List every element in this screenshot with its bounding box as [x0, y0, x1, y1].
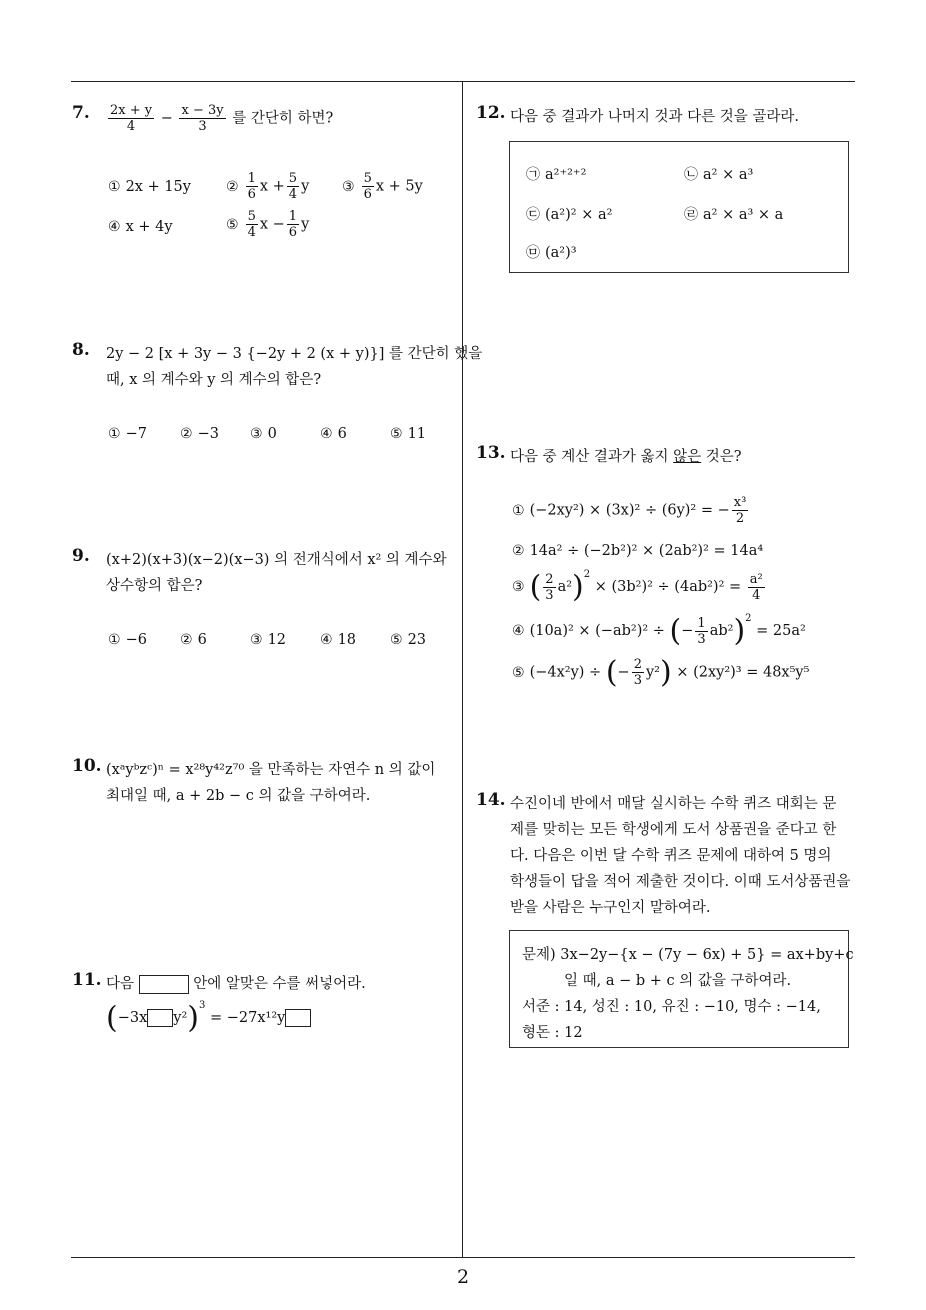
question-line: 2y − 2 [x + 3y − 3 {−2y + 2 (x + y)}] 를 간단히 했을	[106, 346, 483, 362]
question-14	[476, 790, 861, 1055]
question-text: 를 간단히 하면?	[232, 110, 334, 127]
question-text: 다음 중 계산 결과가 옳지 않은 것은?	[510, 449, 742, 465]
question-number: 7.	[72, 103, 90, 123]
answers-line: 서준 : 14, 성진 : 10, 유진 : −10, 명수 : −14,	[522, 999, 821, 1015]
item-2[interactable]: ㉡ a² × a³	[684, 167, 754, 183]
problem-line: 일 때, a − b + c 의 값을 구하여라.	[564, 973, 792, 989]
choice-1[interactable]: ① 2x + 15y	[108, 179, 191, 195]
question-line: 수진이네 반에서 매달 실시하는 수학 퀴즈 대회는 문	[510, 796, 837, 812]
question-number: 9.	[72, 546, 90, 566]
answer-blank[interactable]	[285, 1009, 311, 1027]
choice-3[interactable]: ③ 12	[250, 632, 287, 648]
choice-4[interactable]: ④ (10a)² × (−ab²)² ÷ (− $\frac{1}{3}$ ab²)$^2$ = 25a²	[512, 613, 806, 649]
question-13	[476, 443, 856, 723]
question-number: 8.	[72, 340, 90, 360]
fraction-b: $\frac{x - 3y}{3}$	[181, 103, 224, 134]
choice-5[interactable]: ⑤ 11	[390, 426, 427, 442]
question-line: (x+2)(x+3)(x−2)(x−3) 의 전개식에서 x² 의 계수와	[106, 552, 447, 568]
choice-2[interactable]: ② −3	[180, 426, 219, 442]
question-text: 다음 중 결과가 나머지 것과 다른 것을 골라라.	[510, 109, 799, 125]
answer-blank[interactable]	[147, 1009, 173, 1027]
choice-5[interactable]: ⑤ (−4x²y) ÷ (− $\frac{2}{3}$ y²) × (2xy²)³ = 48x⁵y⁵	[512, 655, 810, 690]
choice-5[interactable]: ⑤ 23	[390, 632, 427, 648]
choice-2[interactable]: ② $\frac{1}{6}$ x + $\frac{5}{4}$ y	[226, 171, 310, 202]
answers-line: 형돈 : 12	[522, 1025, 583, 1041]
choice-4[interactable]: ④ 18	[320, 632, 357, 648]
question-number: 13.	[476, 443, 506, 463]
question-number: 10.	[72, 756, 102, 776]
choice-3[interactable]: ③ 0	[250, 426, 277, 442]
fraction-a: $\frac{2x + y}{4}$	[110, 103, 153, 134]
question-12	[476, 103, 856, 283]
question-7	[72, 103, 452, 253]
problem-line: 문제) 3x−2y−{x − (7y − 6x) + 5} = ax+by+c	[522, 947, 854, 963]
question-line: 상수항의 합은?	[106, 578, 203, 594]
choice-1[interactable]: ① −7	[108, 426, 147, 442]
answer-blank[interactable]	[139, 975, 189, 994]
question-line: (xᵃyᵇzᶜ)ⁿ = x²⁸y⁴²z⁷⁰ 을 만족하는 자연수 n 의 값이	[106, 762, 436, 778]
question-7-expression: $\frac{2x + y}{4}$ − $\frac{x - 3y}{3}$ 를 간단히 하면?	[110, 103, 334, 134]
choice-2[interactable]: ② 6	[180, 632, 207, 648]
question-line: 최대일 때, a + 2b − c 의 값을 구하여라.	[106, 788, 371, 804]
problem-box	[509, 930, 854, 1048]
choices-box	[509, 141, 849, 273]
top-rule	[71, 81, 855, 82]
choice-4[interactable]: ④ 6	[320, 426, 347, 442]
item-4[interactable]: ㉣ a² × a³ × a	[684, 207, 784, 223]
choice-4[interactable]: ④ x + 4y	[108, 219, 173, 235]
question-line: 다. 다음은 이번 달 수학 퀴즈 문제에 대하여 5 명의	[510, 848, 832, 864]
bottom-rule	[71, 1257, 855, 1258]
question-line: 제를 맞히는 모든 학생에게 도서 상품권을 준다고 한	[510, 822, 837, 838]
question-8	[72, 340, 483, 450]
question-11	[72, 970, 457, 1050]
page-number: 2	[456, 1266, 470, 1288]
question-line: 받을 사람은 누구인지 말하여라.	[510, 900, 711, 916]
question-number: 12.	[476, 103, 506, 123]
choice-1[interactable]: ① −6	[108, 632, 147, 648]
choice-5[interactable]: ⑤ $\frac{5}{4}$ x − $\frac{1}{6}$ y	[226, 209, 310, 240]
question-line: 학생들이 답을 적어 제출한 것이다. 이때 도서상품권을	[510, 874, 851, 890]
item-5[interactable]: ㉤ (a²)³	[526, 245, 577, 261]
item-3[interactable]: ㉢ (a²)² × a²	[526, 207, 613, 223]
choice-1[interactable]: ① (−2xy²) × (3x)² ÷ (6y)² = − $\frac{\text{x³}}{2}$	[512, 495, 747, 526]
question-number: 14.	[476, 790, 506, 810]
question-11-equation: (−3x y²)$^3$ = −27x¹²y	[106, 1000, 311, 1036]
question-line: 때, x 의 계수와 y 의 계수의 합은?	[106, 372, 322, 388]
choice-3[interactable]: ③ $\frac{5}{6}$ x + 5y	[342, 171, 423, 202]
question-10	[72, 756, 457, 816]
column-divider	[462, 82, 463, 1257]
question-line: 다음 안에 알맞은 수를 써넣어라.	[106, 976, 366, 992]
choice-2[interactable]: ② 14a² ÷ (−2b²)² × (2ab²)² = 14a⁴	[512, 543, 764, 559]
question-9	[72, 546, 457, 656]
question-number: 11.	[72, 970, 102, 990]
item-1[interactable]: ㉠ a²⁺²⁺²	[526, 167, 587, 183]
choice-3[interactable]: ③ ( $\frac{2}{3}$ a²)$^2$ × (3b²)² ÷ (4ab²)² = $\frac{\text{a²}}{4}$	[512, 569, 763, 605]
